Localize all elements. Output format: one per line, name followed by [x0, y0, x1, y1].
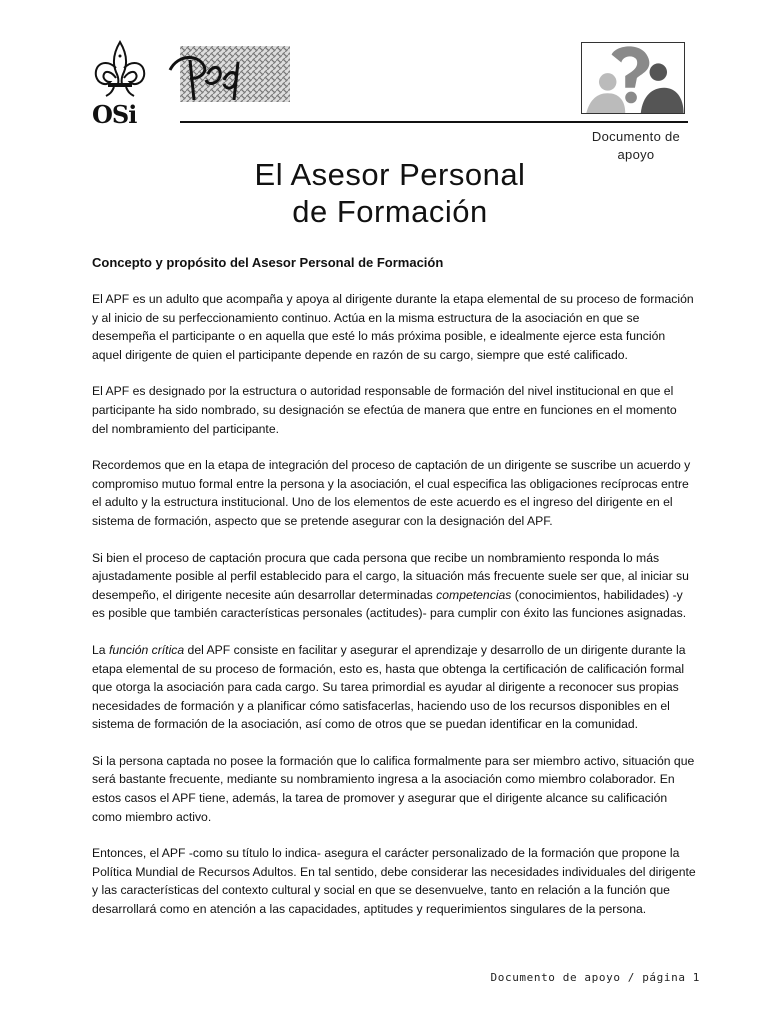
document-body [92, 254, 696, 937]
paragraph-3: Recordemos que en la etapa de integración del proceso de captación de un dirigente se suscribe un acuerdo y compromiso mutuo formal entre la persona y la asociación, el cual especifica las obligaciones recíprocas entre el adulto y la estructura institucional. Uno de los elementos de este acuerdo es el ingreso del dirigente en el sistema de formación, aspecto que se pretende asegurar con la designación del APF. [92, 458, 691, 528]
paragraph-4-text-b: (conocimientos, habilidades) -y es posible que también características personales (actitudes)- para cumplir con éxito las funciones asignadas. [92, 587, 687, 621]
document-type-line2: apoyo [617, 147, 655, 162]
document-icon-frame [581, 42, 685, 114]
header-divider [180, 121, 688, 123]
paragraph-4-emphasis: competencias [436, 587, 512, 602]
page-title-line1: El Asesor Personal [254, 157, 526, 192]
paragraph-7: Entonces, el APF -como su título lo indica- asegura el carácter personalizado de la formación que propone la Política Mundial de Recursos Adultos. En tal sentido, debe considerar las necesidades individuales del dirigente y las características del contexto cultural y social en que se desenvuelve, tanto en relación a la función que desarrollará como en atención a las capacidades, aptitudes y requerimientos singulares de la persona. [92, 846, 696, 917]
question-mark-person-icon [582, 43, 684, 113]
paragraph-4 [92, 549, 696, 623]
paragraph-5-text-a: La [92, 642, 109, 657]
page-title-line2: de Formación [292, 194, 488, 229]
page-title [180, 156, 600, 230]
paragraph-2: El APF es designado por la estructura o autoridad responsable de formación del nivel institucional en que el participante ha sido nombrado, su designación se efectúa de manera que entre en funciones en el momento del nombramiento del participante. [92, 384, 677, 436]
section-heading: Concepto y propósito del Asesor Personal de Formación [92, 255, 444, 270]
paragraph-5 [92, 641, 696, 734]
page-footer: Documento de apoyo / página 1 [490, 971, 700, 984]
paragraph-1: El APF es un adulto que acompaña y apoya al dirigente durante la etapa elemental de su proceso de formación y al inicio de su perfeccionamiento continuo. Actúa en la misma estructura de la asociación en que se desempeña el participante o en aquella que esté lo más próxima posible, e idealmente ejerce esta función aquel dirigente de quien el participante depende en razón de su cargo, siempre que esté calificado. [92, 292, 694, 362]
document-type-line1: Documento de [591, 129, 681, 144]
paragraph-5-text-b: del APF consiste en facilitar y asegurar el aprendizaje y desarrollo de un dirigente durante la etapa elemental de su proceso de formación, esto es, hasta que obtenga la certificación de calificación formal que otorga la asociación para cada cargo. Su tarea primordial es ayudar al dirigente a reconocer sus propias necesidades de formación y a planificar cómo satisfacerlas, haciendo uso de los recursos disponibles en el sistema de formación de la asociación, así como de otros que se puedan identificar en la comunidad. [92, 642, 686, 732]
osi-logo-text: OSi [92, 100, 137, 129]
paragraph-4-text-a: Si bien el proceso de captación procura que cada persona que recibe un nombramiento responda lo más ajustadamente posible al perfil establecido para el cargo, la situación más frecuente suele ser que, al iniciar su desempeño, el dirigente necesite aún desarrollar determinadas [92, 550, 689, 602]
red-logo [168, 40, 292, 110]
paragraph-5-emphasis: función crítica [108, 642, 185, 657]
red-network-icon [168, 40, 292, 110]
paragraph-6: Si la persona captada no posee la formación que lo califica formalmente para ser miembro activo, situación que será bastante frecuente, mediante su nombramiento ingresa a la asociación como miembro colaborador. En estos casos el APF tiene, además, la tarea de promover y asegurar que el dirigente alcance su calificación como miembro activo. [92, 753, 695, 824]
